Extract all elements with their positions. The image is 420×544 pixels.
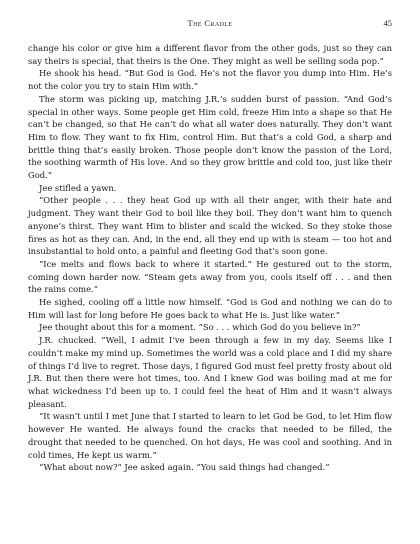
paragraph: “Ice melts and flows back to where it started.” He gestured out to the storm, coming down harder now. “Steam gets away from you, cools itself off . . . and then the rains come.” <box>28 258 392 295</box>
paragraph: change his color or give him a different flavor from the other gods, just so they can say theirs is special, that theirs is the One. They might as well be selling soda pop.” <box>28 43 392 66</box>
paragraph: He shook his head. “But God is God. He’s not the flavor you dump into Him. He’s not the color you try to stain Him with.” <box>28 68 392 92</box>
paragraph: “It wasn’t until I met June that I started to learn to let God be God, to let Him flow however He wanted. He always found the cracks that needed to be filled, the drought that needed to be quenched. On hot days, He was cool and soothing. And in cold times, He kept us warm.” <box>28 411 392 460</box>
page-header <box>28 18 392 32</box>
paragraph: “Other people . . . they heat God up with all their anger, with their hate and judgment. They want their God to boil like they boil. They don’t want him to quench anyone’s thirst. They want Him to blister and scald the wicked. So they stoke those fires as hot as they can. And, in the end, all they end up with is steam — too hot and insubstantial to hold onto, a painful and fleeting God that’s soon gone. <box>28 195 392 257</box>
paragraph: J.R. chucked. “Well, I admit I’ve been through a few in my day. Seems like I couldn’t make my mind up. Sometimes the world was a cold place and I did my share of things I’d live to regret. Those days, I figured God must feel pretty frosty about old J.R. But then there were hot times, too. And I knew God was boiling mad at me for what wickedness I’d been up to. I could feel the heat of Him and it wasn’t always pleasant. <box>28 335 392 409</box>
paragraph: Jee stifled a yawn. <box>39 182 117 193</box>
paragraph: “What about now?” Jee asked again. “You said things had changed.” <box>39 462 330 473</box>
running-title: The Cradle <box>187 18 233 28</box>
body-text <box>28 42 392 474</box>
paragraph: Jee thought about this for a moment. “So . . . which God do you believe in?” <box>39 322 361 333</box>
paragraph: The storm was picking up, matching J.R.’s sudden burst of passion. “And God’s special in other ways. Some people get Him cold, freeze Him into a shape so that He can’t be changed, so that He can’t do what all water does naturally. They don’t want Him to flow. They want to fix Him, control Him. But that’s a cold God, a sharp and brittle thing that’s easily broken. Those people don’t know the passion of the Lord, the soothing warmth of His love. And so they grow brittle and cold too, just like their God.” <box>28 93 392 181</box>
paragraph: He sighed, cooling off a little now himself. “God is God and nothing we can do to Him will last for long before He goes back to what He is. Just like water.” <box>28 297 392 320</box>
page-number: 45 <box>383 18 392 28</box>
